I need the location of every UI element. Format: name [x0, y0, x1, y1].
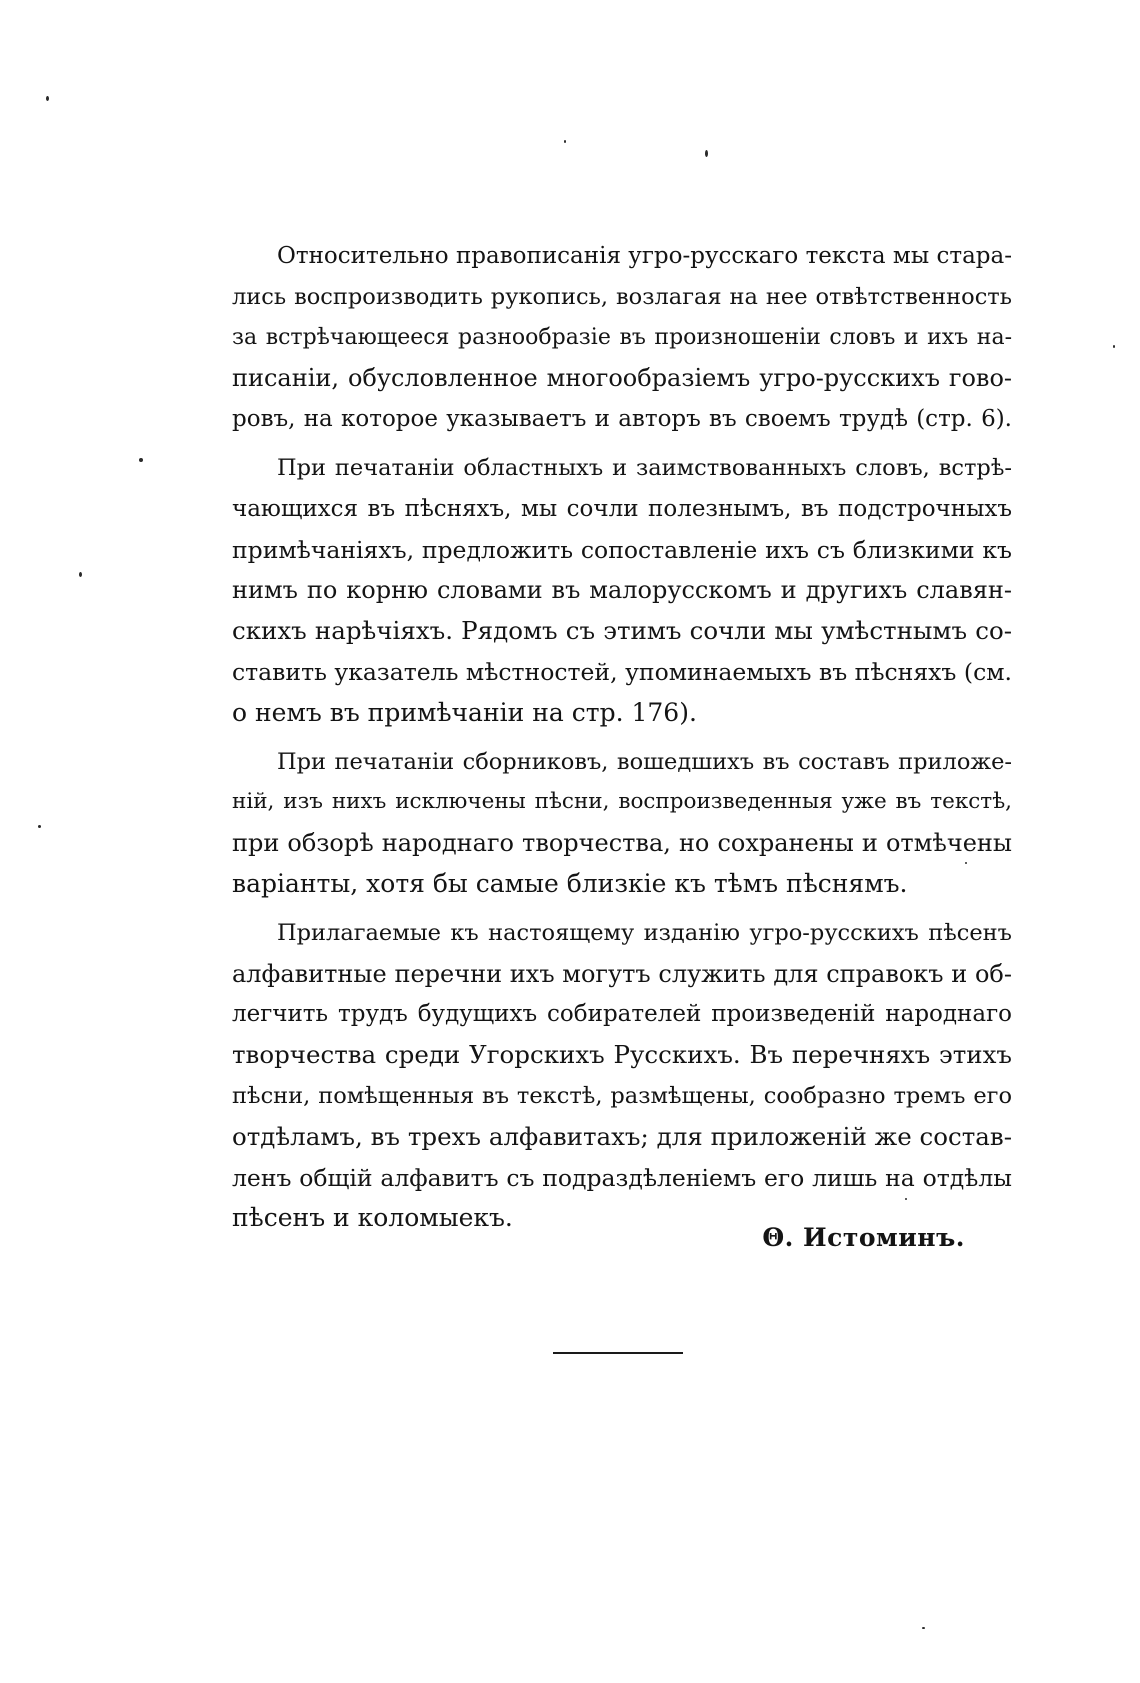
text-line: ленъ общій алфавитъ съ подраздѣленіемъ его лишь на отдѣлы: [232, 1163, 1012, 1192]
text-line: творчества среди Угорскихъ Русскихъ. Въ перечняхъ этихъ: [232, 1040, 1012, 1070]
text-line: чающихся въ пѣсняхъ, мы сочли полезнымъ, въ подстрочныхъ: [232, 495, 1012, 522]
text-line: ставить указатель мѣстностей, упоминаемыхъ въ пѣсняхъ (см.: [232, 657, 1012, 686]
text-line: нимъ по корню словами въ малорусскомъ и другихъ славян-: [232, 576, 1012, 605]
scan-speck: [922, 1627, 925, 1629]
text-line: лись воспроизводить рукопись, возлагая на нее отвѣтственность: [232, 283, 1012, 310]
text-line: алфавитные перечни ихъ могутъ служить для справокъ и об-: [232, 959, 1012, 988]
paragraph-3: [232, 742, 1012, 905]
text-line: скихъ нарѣчіяхъ. Рядомъ съ этимъ сочли мы умѣстнымъ со-: [232, 616, 1012, 646]
text-line: При печатаніи сборниковъ, вошедшихъ въ составъ приложе-: [277, 748, 1012, 775]
text-line: Относительно правописанія угро-русскаго текста мы стара-: [277, 243, 1012, 269]
author-signature: Θ. Истоминъ.: [762, 1223, 965, 1252]
text-line: при обзорѣ народнаго творчества, но сохранены и отмѣчены: [232, 829, 1012, 858]
scan-speck: [79, 572, 82, 577]
text-line: ній, изъ нихъ исключены пѣсни, воспроизведенныя уже въ текстѣ,: [232, 789, 1012, 815]
text-line: отдѣламъ, въ трехъ алфавитахъ; для приложеній же состав-: [232, 1121, 1012, 1151]
text-line: пѣсенъ и коломыекъ.: [232, 1203, 513, 1233]
text-line: легчить трудъ будущихъ собирателей произведеній народнаго: [232, 1001, 1012, 1028]
paragraph-2: [232, 448, 1012, 734]
scan-speck: [139, 458, 143, 462]
paragraph-4: [232, 913, 1012, 1239]
text-line: о немъ въ примѣчаніи на стр. 176).: [232, 697, 697, 727]
scan-speck: [46, 96, 49, 101]
scan-speck: [564, 140, 566, 143]
paragraph-1: [232, 236, 1012, 440]
scan-speck: [1113, 345, 1115, 348]
text-line: примѣчаніяхъ, предложить сопоставленіе ихъ съ близкими къ: [232, 535, 1012, 564]
scan-speck: [38, 825, 41, 828]
text-line: При печатаніи областныхъ и заимствованныхъ словъ, встрѣ-: [277, 454, 1012, 481]
text-line: за встрѣчающееся разнообразіе въ произношеніи словъ и ихъ на-: [232, 324, 1012, 350]
text-line: ровъ, на которое указываетъ и авторъ въ своемъ трудѣ (стр. 6).: [232, 406, 1012, 433]
text-line: Прилагаемые къ настоящему изданію угро-русскихъ пѣсенъ: [277, 919, 1012, 946]
scan-speck: [705, 150, 708, 157]
section-divider: [553, 1352, 683, 1354]
text-line: пѣсни, помѣщенныя въ текстѣ, размѣщены, сообразно тремъ его: [232, 1082, 1012, 1109]
body-text: [232, 236, 1012, 1247]
text-line: писаніи, обусловленное многообразіемъ угро-русскихъ гово-: [232, 364, 1012, 393]
text-line: варіанты, хотя бы самые близкіе къ тѣмъ пѣснямъ.: [232, 868, 908, 898]
